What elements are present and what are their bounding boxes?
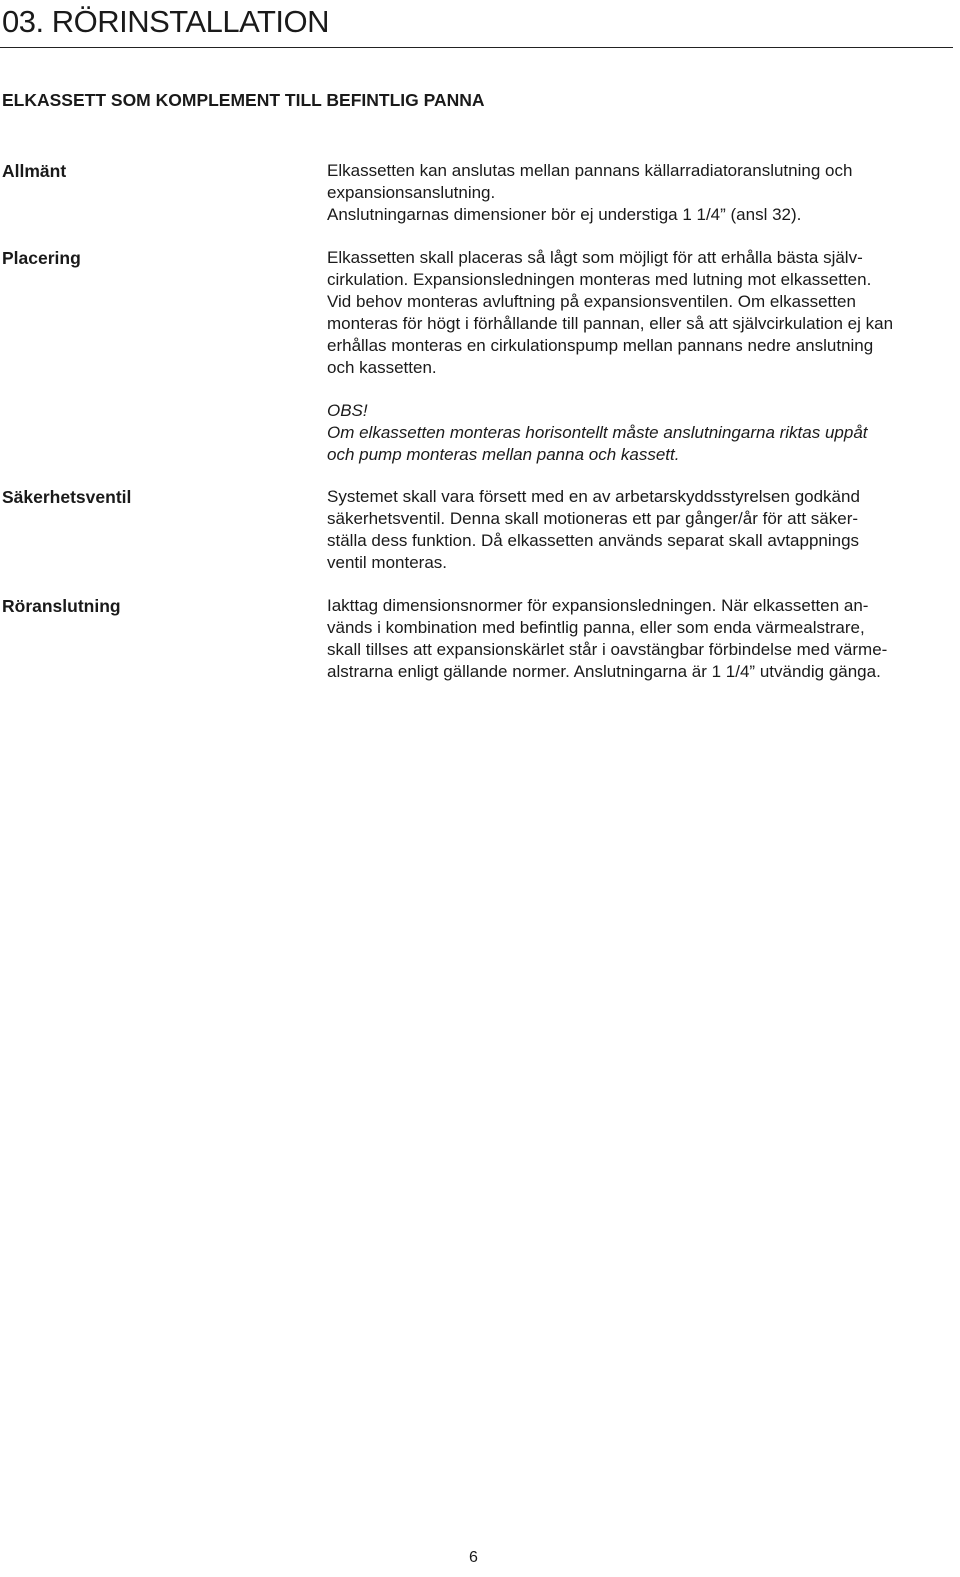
note-line: och pump monteras mellan panna och kassett. xyxy=(327,445,680,464)
text-line: ventil monteras. xyxy=(327,553,447,572)
text-line: expansionsanslutning. xyxy=(327,183,496,202)
text-line: Iakttag dimensionsnormer för expansionsledningen. När elkassetten an- xyxy=(327,596,869,615)
note-line: Om elkassetten monteras horisontellt måste anslutningarna riktas uppåt xyxy=(327,423,868,442)
text-line: Elkassetten kan anslutas mellan pannans källarradiatoranslutning och xyxy=(327,161,853,180)
text-line: ställa dess funktion. Då elkassetten används separat skall avtappnings xyxy=(327,531,860,550)
text-line: cirkulation. Expansionsledningen monteras med lutning mot elkassetten. xyxy=(327,270,872,289)
text-line: Vid behov monteras avluftning på expansionsventilen. Om elkassetten xyxy=(327,292,856,311)
text-line: alstrarna enligt gällande normer. Anslutningarna är 1 1/4” utvändig gänga. xyxy=(327,662,881,681)
label-sakerhetsventil: Säkerhetsventil xyxy=(2,487,132,507)
title-divider xyxy=(0,47,953,48)
label-placering: Placering xyxy=(2,248,81,268)
text-line: Anslutningarnas dimensioner bör ej understiga 1 1/4” (ansl 32). xyxy=(327,205,802,224)
text-line: Systemet skall vara försett med en av arbetarskyddsstyrelsen godkänd xyxy=(327,487,860,506)
text-line: erhållas monteras en cirkulationspump mellan pannans nedre anslutning xyxy=(327,336,874,355)
text-line: Elkassetten skall placeras så lågt som möjligt för att erhålla bästa själv- xyxy=(327,248,863,267)
label-allmant: Allmänt xyxy=(2,161,67,181)
text-line: vänds i kombination med befintlig panna, eller som enda värmealstrare, xyxy=(327,618,865,637)
page-number: 6 xyxy=(469,1549,478,1566)
text-line: monteras för högt i förhållande till pannan, eller så att självcirkulation ej kan xyxy=(327,314,894,333)
text-line: och kassetten. xyxy=(327,358,437,377)
note-label: OBS! xyxy=(327,401,368,420)
page-title: 03. RÖRINSTALLATION xyxy=(2,4,329,39)
label-roranslutning: Röranslutning xyxy=(2,596,121,616)
text-line: säkerhetsventil. Denna skall motioneras ett par gånger/år för att säker- xyxy=(327,509,859,528)
text-line: skall tillses att expansionskärlet står i oavstängbar förbindelse med värme- xyxy=(327,640,888,659)
section-heading: ELKASSETT SOM KOMPLEMENT TILL BEFINTLIG PANNA xyxy=(2,90,485,110)
